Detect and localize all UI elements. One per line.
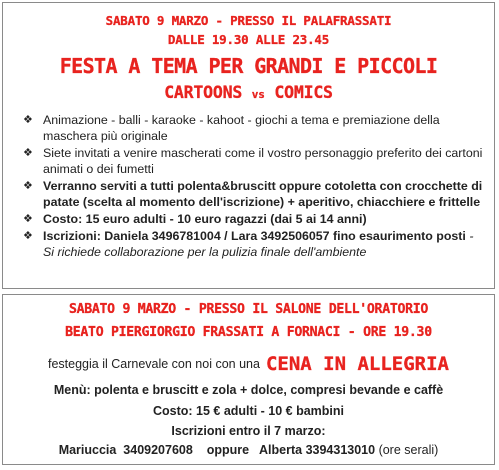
time-line: DALLE 19.30 ALLE 23.45: [167, 32, 330, 47]
oratorio-heading-line1: SABATO 9 MARZO - PRESSO IL SALONE DELL'ORATORIO: [68, 302, 429, 317]
subtitle-comics: COMICS: [274, 83, 333, 102]
diamond-bullet-icon: ❖: [23, 230, 33, 242]
cena-title: CENA IN ALLEGRIA: [265, 353, 449, 375]
contacts-line: [3, 443, 494, 457]
cena-intro: festeggia il Carnevale con noi con una: [48, 357, 260, 371]
date-line: SABATO 9 MARZO - PRESSO IL PALAFRASSATI: [105, 13, 392, 28]
iscrizioni-line: Iscrizioni entro il 7 marzo:: [171, 424, 326, 438]
contacts: Mariuccia 3409207608 oppure Alberta 3394313010: [58, 443, 376, 457]
event-subtitle: [3, 83, 494, 102]
menu-line: Menù: polenta e bruscitt e zola + dolce, compresi bevande e caffè: [53, 383, 444, 397]
event-details-list: [23, 112, 483, 261]
list-item: ❖ Iscrizioni: Daniela 3496781004 / Lara 3492506057 fino esaurimento posti - Si richiede collaborazione per la pulizia finale dell'ambiente: [23, 229, 474, 259]
costo-line: Costo: 15 € adulti - 10 € bambini: [152, 404, 344, 418]
list-item: ❖ Verranno serviti a tutti polenta&bruscitt oppure cotoletta con crocchette di patate (scelta al momento dell'iscrizione) + aperitivo, chiacchiere e frittelle: [23, 179, 483, 209]
diamond-bullet-icon: ❖: [23, 180, 33, 192]
event-box-oratorio: [2, 294, 495, 465]
cena-row: [3, 353, 494, 375]
subtitle-cartoons: CARTOONS: [164, 83, 243, 102]
list-item: ❖ Costo: 15 euro adulti - 10 euro ragazzi (dai 5 ai 14 anni): [23, 212, 367, 226]
diamond-bullet-icon: ❖: [23, 147, 33, 159]
diamond-bullet-icon: ❖: [23, 114, 33, 126]
list-item: ❖ Siete invitati a venire mascherati come il vostro personaggio preferito dei cartoni animati o dei fumetti: [23, 146, 483, 176]
diamond-bullet-icon: ❖: [23, 213, 33, 225]
contacts-note: (ore serali): [375, 443, 439, 457]
oratorio-heading-line2: BEATO PIERGIORGIO FRASSATI A FORNACI - ORE 19.30: [65, 325, 432, 340]
subtitle-vs: vs: [251, 88, 265, 101]
list-item: ❖ Animazione - balli - karaoke - kahoot - giochi a tema e premiazione della maschera più originale: [23, 113, 440, 143]
event-box-palafrassati: [2, 2, 495, 289]
event-title: FESTA A TEMA PER GRANDI E PICCOLI: [59, 54, 438, 78]
